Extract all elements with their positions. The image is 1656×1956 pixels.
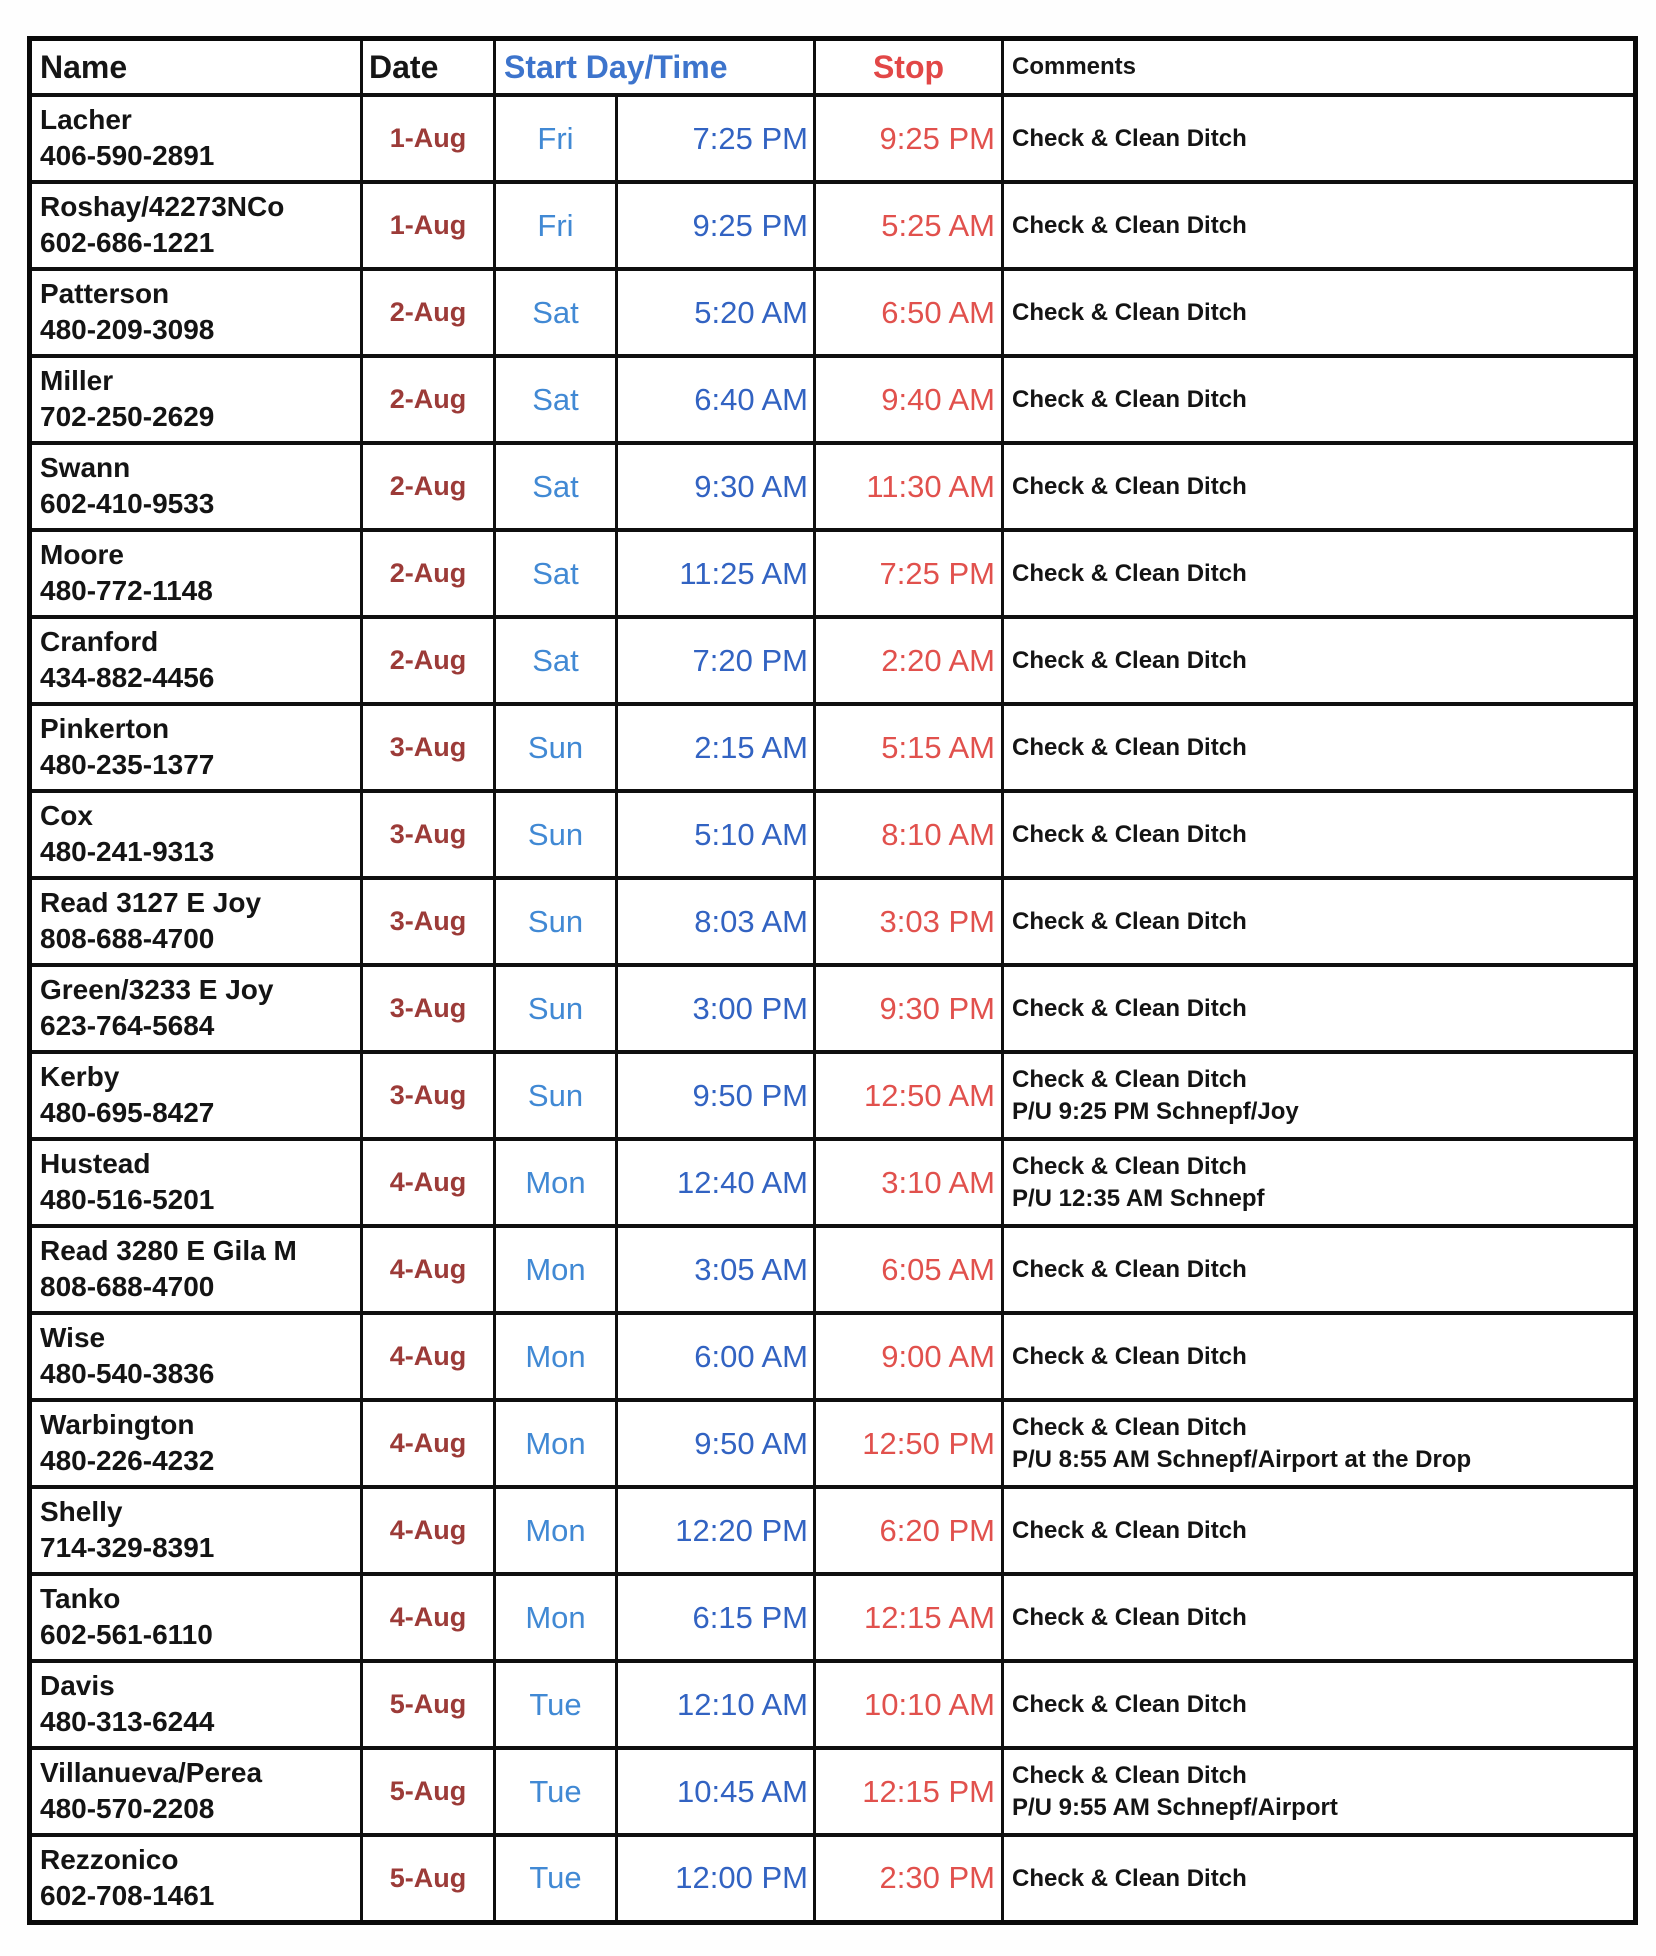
- comment-line: P/U 9:25 PM Schnepf/Joy: [1012, 1097, 1299, 1125]
- customer-phone: 702-250-2629: [40, 400, 215, 432]
- customer-cell: [30, 704, 362, 791]
- customer-cell: [30, 443, 362, 530]
- start-time-cell: 12:10 AM: [617, 1661, 815, 1748]
- customer-name: Lacher: [40, 104, 132, 135]
- header-start-day-time: Start Day/Time: [495, 39, 815, 96]
- customer-phone: 434-882-4456: [40, 661, 215, 693]
- customer-phone: 480-772-1148: [40, 574, 213, 606]
- customer-cell: [30, 878, 362, 965]
- table-row: [30, 182, 1636, 269]
- comments-cell: [1003, 1661, 1636, 1748]
- customer-cell: [30, 95, 362, 182]
- schedule-body: [30, 95, 1636, 1922]
- start-time-cell: 6:00 AM: [617, 1313, 815, 1400]
- customer-name: Roshay/42273NCo: [40, 191, 285, 222]
- customer-name: Shelly: [40, 1496, 123, 1527]
- comment-line: Check & Clean Ditch: [1012, 211, 1247, 239]
- start-time-cell: 6:15 PM: [617, 1574, 815, 1661]
- start-day-cell: Sat: [495, 269, 617, 356]
- customer-phone: 602-686-1221: [40, 226, 215, 258]
- customer-cell: [30, 1574, 362, 1661]
- date-cell: 4-Aug: [362, 1487, 495, 1574]
- start-day-cell: Sun: [495, 704, 617, 791]
- comments-cell: [1003, 617, 1636, 704]
- date-cell: 4-Aug: [362, 1400, 495, 1487]
- comment-line: Check & Clean Ditch: [1012, 1414, 1247, 1442]
- header-name: Name: [30, 39, 362, 96]
- comment-line: Check & Clean Ditch: [1012, 298, 1247, 326]
- customer-cell: [30, 1748, 362, 1835]
- comment-line: Check & Clean Ditch: [1012, 1690, 1247, 1718]
- start-day-cell: Tue: [495, 1661, 617, 1748]
- table-row: [30, 1139, 1636, 1226]
- date-cell: 4-Aug: [362, 1226, 495, 1313]
- comment-line: Check & Clean Ditch: [1012, 820, 1247, 848]
- customer-cell: [30, 1052, 362, 1139]
- table-row: [30, 95, 1636, 182]
- customer-cell: [30, 965, 362, 1052]
- table-row: [30, 791, 1636, 878]
- table-row: [30, 1052, 1636, 1139]
- table-row: [30, 617, 1636, 704]
- comment-line: Check & Clean Ditch: [1012, 472, 1247, 500]
- date-cell: 2-Aug: [362, 617, 495, 704]
- customer-phone: 480-516-5201: [40, 1183, 215, 1215]
- start-day-cell: Tue: [495, 1748, 617, 1835]
- comment-line: P/U 8:55 AM Schnepf/Airport at the Drop: [1012, 1445, 1472, 1473]
- customer-cell: [30, 269, 362, 356]
- customer-name: Patterson: [40, 278, 170, 309]
- customer-name: Warbington: [40, 1409, 195, 1440]
- customer-name: Cox: [40, 800, 93, 831]
- customer-name: Rezzonico: [40, 1844, 179, 1875]
- date-cell: 5-Aug: [362, 1661, 495, 1748]
- customer-name: Tanko: [40, 1583, 121, 1614]
- table-row: [30, 1400, 1636, 1487]
- comment-line: Check & Clean Ditch: [1012, 994, 1247, 1022]
- date-cell: 2-Aug: [362, 356, 495, 443]
- start-time-cell: 3:05 AM: [617, 1226, 815, 1313]
- comment-line: P/U 9:55 AM Schnepf/Airport: [1012, 1793, 1338, 1821]
- start-time-cell: 9:50 AM: [617, 1400, 815, 1487]
- customer-name: Moore: [40, 539, 124, 570]
- start-time-cell: 10:45 AM: [617, 1748, 815, 1835]
- start-time-cell: 5:20 AM: [617, 269, 815, 356]
- date-cell: 3-Aug: [362, 878, 495, 965]
- header-stop: Stop: [815, 39, 1003, 96]
- date-cell: 4-Aug: [362, 1574, 495, 1661]
- customer-cell: [30, 356, 362, 443]
- start-day-cell: Mon: [495, 1487, 617, 1574]
- customer-cell: [30, 1313, 362, 1400]
- customer-cell: [30, 1835, 362, 1922]
- start-time-cell: 12:40 AM: [617, 1139, 815, 1226]
- comments-cell: [1003, 1835, 1636, 1922]
- start-day-cell: Sun: [495, 878, 617, 965]
- stop-time-cell: 12:15 PM: [815, 1748, 1003, 1835]
- date-cell: 3-Aug: [362, 1052, 495, 1139]
- comment-line: Check & Clean Ditch: [1012, 1255, 1247, 1283]
- comment-line: Check & Clean Ditch: [1012, 733, 1247, 761]
- table-header: [30, 39, 1636, 96]
- comments-cell: [1003, 530, 1636, 617]
- stop-time-cell: 12:50 PM: [815, 1400, 1003, 1487]
- customer-name: Kerby: [40, 1061, 120, 1092]
- date-cell: 4-Aug: [362, 1313, 495, 1400]
- comment-line: Check & Clean Ditch: [1012, 1516, 1247, 1544]
- customer-cell: [30, 1661, 362, 1748]
- customer-phone: 480-540-3836: [40, 1357, 215, 1389]
- date-cell: 1-Aug: [362, 95, 495, 182]
- start-time-cell: 9:25 PM: [617, 182, 815, 269]
- table-row: [30, 1661, 1636, 1748]
- stop-time-cell: 12:50 AM: [815, 1052, 1003, 1139]
- header-row: [30, 39, 1636, 96]
- start-day-cell: Sat: [495, 443, 617, 530]
- start-day-cell: Fri: [495, 95, 617, 182]
- start-time-cell: 2:15 AM: [617, 704, 815, 791]
- stop-time-cell: 8:10 AM: [815, 791, 1003, 878]
- customer-phone: 480-570-2208: [40, 1792, 215, 1824]
- comments-cell: [1003, 1574, 1636, 1661]
- comments-cell: [1003, 878, 1636, 965]
- comments-cell: [1003, 1487, 1636, 1574]
- start-time-cell: 12:00 PM: [617, 1835, 815, 1922]
- table-row: [30, 1748, 1636, 1835]
- table-row: [30, 269, 1636, 356]
- date-cell: 2-Aug: [362, 443, 495, 530]
- start-time-cell: 5:10 AM: [617, 791, 815, 878]
- start-time-cell: 8:03 AM: [617, 878, 815, 965]
- customer-phone: 480-209-3098: [40, 313, 215, 345]
- stop-time-cell: 9:40 AM: [815, 356, 1003, 443]
- table-row: [30, 1487, 1636, 1574]
- customer-cell: [30, 1487, 362, 1574]
- start-day-cell: Mon: [495, 1139, 617, 1226]
- stop-time-cell: 7:25 PM: [815, 530, 1003, 617]
- customer-cell: [30, 791, 362, 878]
- start-day-cell: Sun: [495, 965, 617, 1052]
- table-row: [30, 1835, 1636, 1922]
- start-time-cell: 11:25 AM: [617, 530, 815, 617]
- customer-phone: 714-329-8391: [40, 1531, 215, 1563]
- start-time-cell: 7:25 PM: [617, 95, 815, 182]
- stop-time-cell: 12:15 AM: [815, 1574, 1003, 1661]
- start-time-cell: 9:30 AM: [617, 443, 815, 530]
- comments-cell: [1003, 1400, 1636, 1487]
- customer-cell: [30, 1139, 362, 1226]
- irrigation-schedule-table: [27, 36, 1638, 1925]
- date-cell: 3-Aug: [362, 791, 495, 878]
- date-cell: 1-Aug: [362, 182, 495, 269]
- table-row: [30, 965, 1636, 1052]
- table-row: [30, 1574, 1636, 1661]
- stop-time-cell: 10:10 AM: [815, 1661, 1003, 1748]
- comments-cell: [1003, 356, 1636, 443]
- comments-cell: [1003, 1139, 1636, 1226]
- table-row: [30, 1313, 1636, 1400]
- customer-phone: 602-561-6110: [40, 1618, 213, 1650]
- customer-name: Miller: [40, 365, 114, 396]
- customer-name: Davis: [40, 1670, 115, 1701]
- customer-name: Pinkerton: [40, 713, 170, 744]
- comment-line: Check & Clean Ditch: [1012, 1153, 1247, 1181]
- comment-line: Check & Clean Ditch: [1012, 907, 1247, 935]
- start-day-cell: Mon: [495, 1574, 617, 1661]
- customer-phone: 480-241-9313: [40, 835, 215, 867]
- date-cell: 2-Aug: [362, 530, 495, 617]
- comments-cell: [1003, 1313, 1636, 1400]
- table-row: [30, 530, 1636, 617]
- start-day-cell: Mon: [495, 1400, 617, 1487]
- stop-time-cell: 9:30 PM: [815, 965, 1003, 1052]
- start-day-cell: Sun: [495, 791, 617, 878]
- stop-time-cell: 2:30 PM: [815, 1835, 1003, 1922]
- start-day-cell: Sat: [495, 617, 617, 704]
- customer-name: Cranford: [40, 626, 159, 657]
- date-cell: 2-Aug: [362, 269, 495, 356]
- table-row: [30, 704, 1636, 791]
- comments-cell: [1003, 704, 1636, 791]
- comment-line: P/U 12:35 AM Schnepf: [1012, 1184, 1265, 1212]
- header-date: Date: [362, 39, 495, 96]
- header-comments: Comments: [1003, 39, 1636, 96]
- comment-line: Check & Clean Ditch: [1012, 1864, 1247, 1892]
- customer-name: Swann: [40, 452, 131, 483]
- start-time-cell: 3:00 PM: [617, 965, 815, 1052]
- customer-name: Villanueva/Perea: [40, 1757, 263, 1788]
- customer-cell: [30, 1226, 362, 1313]
- stop-time-cell: 5:25 AM: [815, 182, 1003, 269]
- comments-cell: [1003, 443, 1636, 530]
- customer-cell: [30, 1400, 362, 1487]
- comments-cell: [1003, 182, 1636, 269]
- comments-cell: [1003, 1748, 1636, 1835]
- stop-time-cell: 9:00 AM: [815, 1313, 1003, 1400]
- comment-line: Check & Clean Ditch: [1012, 124, 1247, 152]
- start-time-cell: 7:20 PM: [617, 617, 815, 704]
- comments-cell: [1003, 95, 1636, 182]
- start-time-cell: 6:40 AM: [617, 356, 815, 443]
- date-cell: 5-Aug: [362, 1835, 495, 1922]
- customer-name: Wise: [40, 1322, 106, 1353]
- customer-phone: 623-764-5684: [40, 1009, 215, 1041]
- customer-phone: 808-688-4700: [40, 1270, 215, 1302]
- stop-time-cell: 2:20 AM: [815, 617, 1003, 704]
- start-time-cell: 9:50 PM: [617, 1052, 815, 1139]
- customer-phone: 602-410-9533: [40, 487, 215, 519]
- start-day-cell: Sat: [495, 530, 617, 617]
- stop-time-cell: 6:50 AM: [815, 269, 1003, 356]
- comment-line: Check & Clean Ditch: [1012, 646, 1247, 674]
- stop-time-cell: 9:25 PM: [815, 95, 1003, 182]
- customer-name: Hustead: [40, 1148, 151, 1179]
- customer-phone: 480-235-1377: [40, 748, 215, 780]
- customer-phone: 480-695-8427: [40, 1096, 215, 1128]
- comment-line: Check & Clean Ditch: [1012, 1762, 1247, 1790]
- start-day-cell: Sat: [495, 356, 617, 443]
- comment-line: Check & Clean Ditch: [1012, 1066, 1247, 1094]
- date-cell: 4-Aug: [362, 1139, 495, 1226]
- table-row: [30, 878, 1636, 965]
- customer-phone: 406-590-2891: [40, 139, 215, 171]
- customer-phone: 480-313-6244: [40, 1705, 215, 1737]
- table-row: [30, 443, 1636, 530]
- customer-cell: [30, 530, 362, 617]
- date-cell: 3-Aug: [362, 704, 495, 791]
- customer-phone: 602-708-1461: [40, 1879, 215, 1911]
- start-time-cell: 12:20 PM: [617, 1487, 815, 1574]
- table-row: [30, 356, 1636, 443]
- start-day-cell: Tue: [495, 1835, 617, 1922]
- customer-name: Read 3280 E Gila M: [40, 1235, 297, 1266]
- date-cell: 3-Aug: [362, 965, 495, 1052]
- comment-line: Check & Clean Ditch: [1012, 385, 1247, 413]
- table-row: [30, 1226, 1636, 1313]
- comments-cell: [1003, 1052, 1636, 1139]
- stop-time-cell: 11:30 AM: [815, 443, 1003, 530]
- start-day-cell: Fri: [495, 182, 617, 269]
- customer-phone: 808-688-4700: [40, 922, 215, 954]
- stop-time-cell: 6:05 AM: [815, 1226, 1003, 1313]
- customer-name: Read 3127 E Joy: [40, 887, 262, 918]
- customer-phone: 480-226-4232: [40, 1444, 215, 1476]
- customer-cell: [30, 617, 362, 704]
- stop-time-cell: 3:03 PM: [815, 878, 1003, 965]
- stop-time-cell: 6:20 PM: [815, 1487, 1003, 1574]
- date-cell: 5-Aug: [362, 1748, 495, 1835]
- comment-line: Check & Clean Ditch: [1012, 1342, 1247, 1370]
- comments-cell: [1003, 791, 1636, 878]
- comments-cell: [1003, 269, 1636, 356]
- customer-cell: [30, 182, 362, 269]
- comments-cell: [1003, 965, 1636, 1052]
- stop-time-cell: 5:15 AM: [815, 704, 1003, 791]
- comment-line: Check & Clean Ditch: [1012, 1603, 1247, 1631]
- start-day-cell: Mon: [495, 1226, 617, 1313]
- start-day-cell: Sun: [495, 1052, 617, 1139]
- stop-time-cell: 3:10 AM: [815, 1139, 1003, 1226]
- customer-name: Green/3233 E Joy: [40, 974, 274, 1005]
- comments-cell: [1003, 1226, 1636, 1313]
- comment-line: Check & Clean Ditch: [1012, 559, 1247, 587]
- start-day-cell: Mon: [495, 1313, 617, 1400]
